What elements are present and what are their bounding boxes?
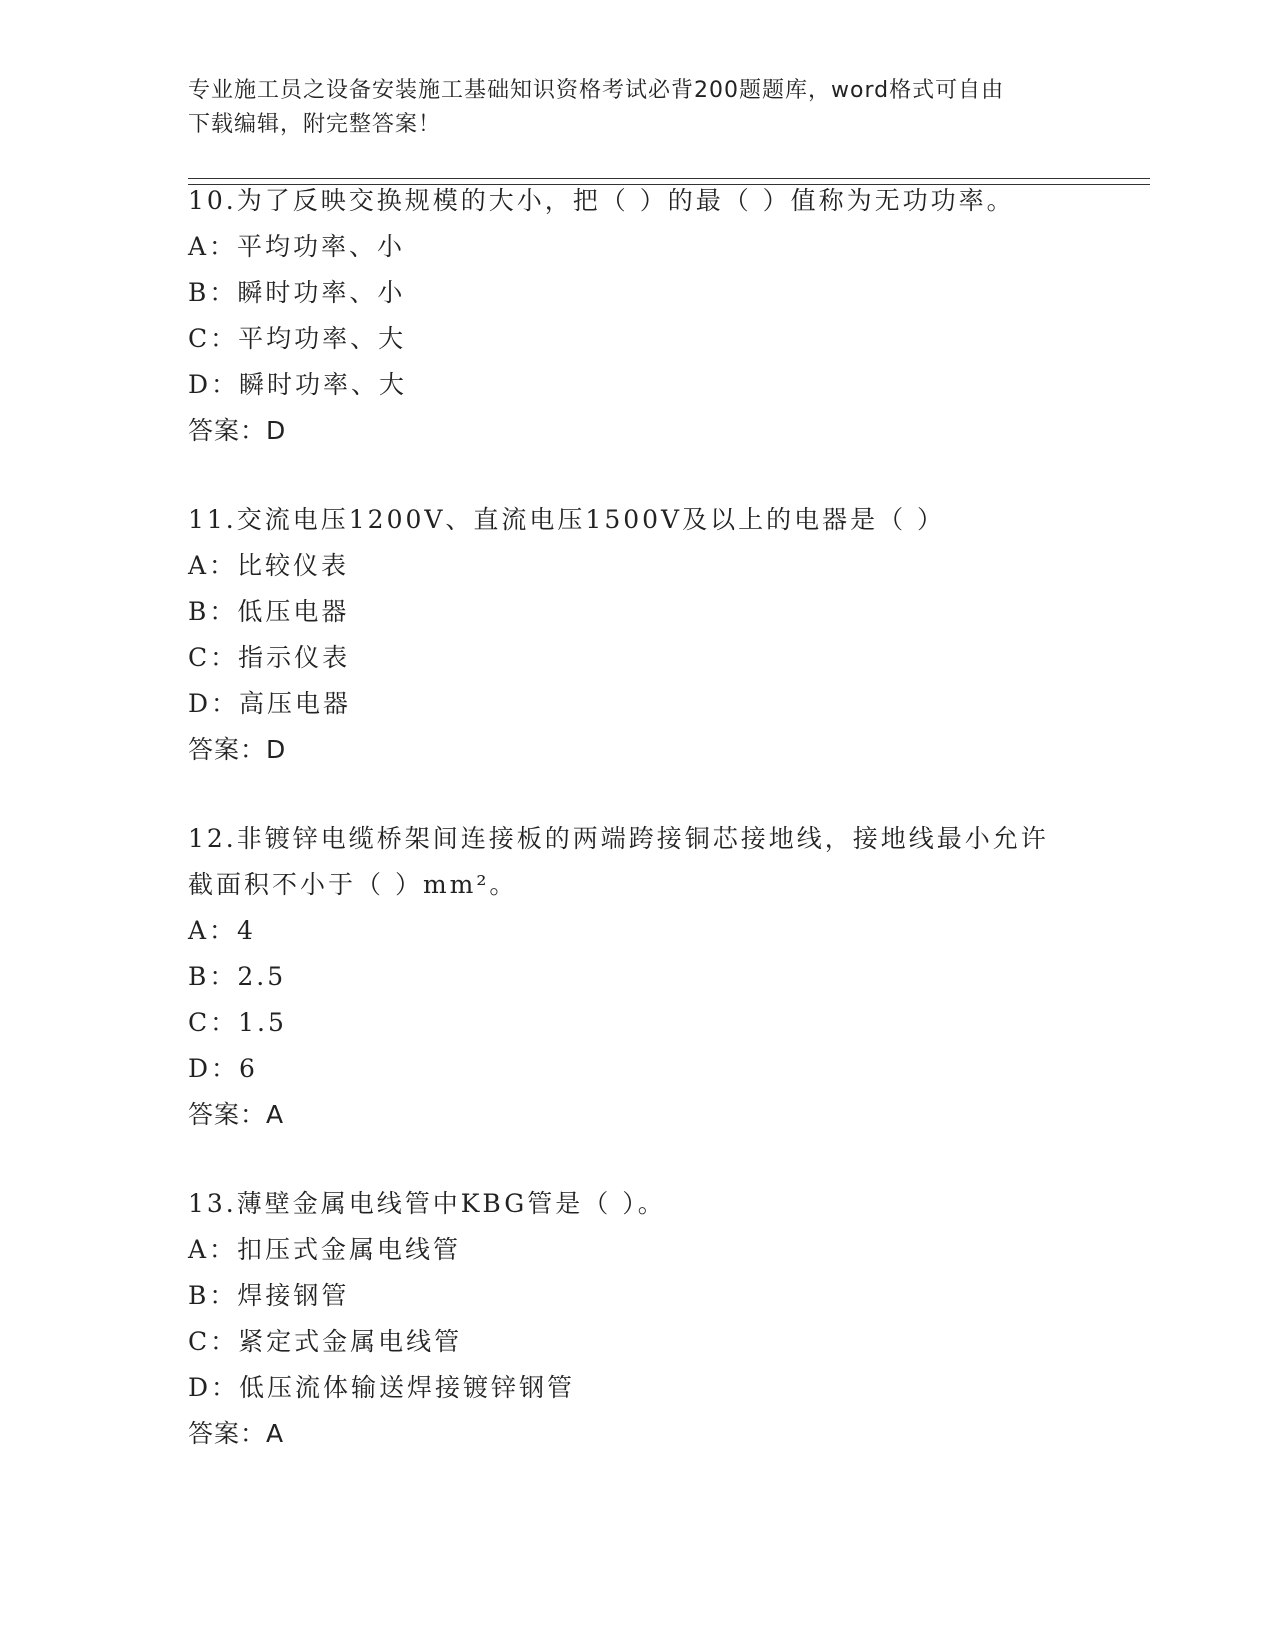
- document-title-line-1: 专业施工员之设备安装施工基础知识资格考试必背200题题库，word格式可自由: [188, 78, 1005, 103]
- question-11: [188, 497, 1088, 773]
- answer: 答案：D: [188, 735, 287, 764]
- option-b: B：瞬时功率、小: [188, 278, 406, 307]
- answer: 答案：D: [188, 416, 287, 445]
- answer: 答案：A: [188, 1419, 285, 1448]
- question-10: [188, 178, 1088, 454]
- question-13: [188, 1181, 1088, 1457]
- question-stem-line-2: 截面积不小于（ ）mm²。: [188, 870, 518, 899]
- question-stem: 13.薄壁金属电线管中KBG管是（ ）。: [188, 1189, 666, 1218]
- option-c: C：1.5: [188, 1008, 287, 1037]
- question-12: [188, 816, 1088, 1138]
- option-a: A：4: [188, 916, 256, 945]
- option-b: B：2.5: [188, 962, 287, 991]
- document-title-line-2: 下载编辑，附完整答案！: [188, 112, 442, 137]
- option-d: D：高压电器: [188, 689, 352, 718]
- option-c: C：平均功率、大: [188, 324, 407, 353]
- option-c: C：指示仪表: [188, 643, 351, 672]
- option-a: A：平均功率、小: [188, 232, 406, 261]
- question-stem: 11.交流电压1200V、直流电压1500V及以上的电器是（ ）: [188, 505, 946, 534]
- answer: 答案：A: [188, 1100, 285, 1129]
- question-stem: 10.为了反映交换规模的大小，把（ ）的最（ ）值称为无功功率。: [188, 186, 1015, 215]
- option-b: B：焊接钢管: [188, 1281, 350, 1310]
- option-d: D：6: [188, 1054, 258, 1083]
- option-a: A：扣压式金属电线管: [188, 1235, 462, 1264]
- option-d: D：低压流体输送焊接镀锌钢管: [188, 1373, 576, 1402]
- option-d: D：瞬时功率、大: [188, 370, 408, 399]
- document-title: [188, 74, 1088, 142]
- option-c: C：紧定式金属电线管: [188, 1327, 463, 1356]
- option-a: A：比较仪表: [188, 551, 350, 580]
- option-b: B：低压电器: [188, 597, 350, 626]
- question-stem-line-1: 12.非镀锌电缆桥架间连接板的两端跨接铜芯接地线，接地线最小允许: [188, 824, 1049, 853]
